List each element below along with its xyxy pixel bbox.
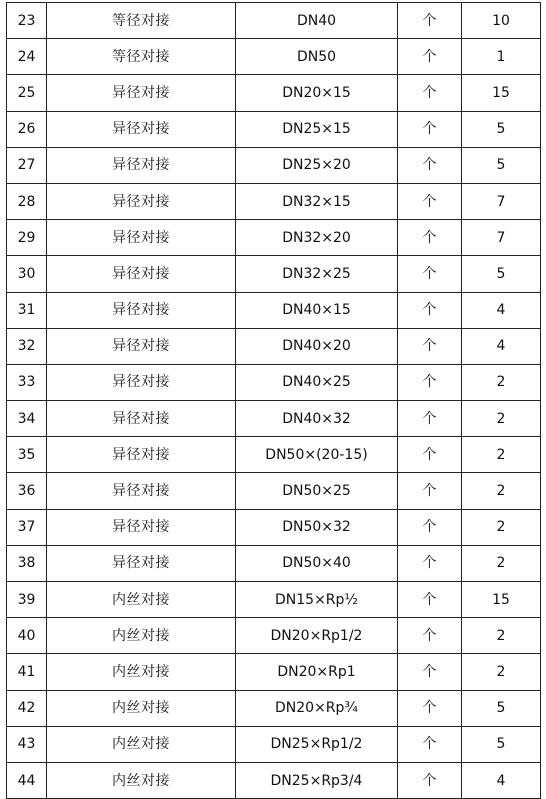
row-number-cell: 38: [7, 545, 47, 581]
unit-cell: 个: [398, 437, 462, 473]
table-row: [7, 147, 541, 183]
unit-cell: 个: [398, 618, 462, 654]
item-name-cell: 内丝对接: [47, 582, 236, 618]
table-row: [7, 111, 541, 147]
row-number-cell: 37: [7, 509, 47, 545]
materials-table-body: [7, 3, 541, 799]
unit-cell: 个: [398, 111, 462, 147]
item-name-cell: 异径对接: [47, 183, 236, 219]
quantity-cell: 2: [462, 364, 541, 400]
quantity-cell: 4: [462, 762, 541, 798]
quantity-cell: 5: [462, 726, 541, 762]
item-spec-cell: DN40×32: [236, 401, 398, 437]
unit-cell: 个: [398, 256, 462, 292]
row-number-cell: 25: [7, 75, 47, 111]
row-number-cell: 40: [7, 618, 47, 654]
item-spec-cell: DN50×25: [236, 473, 398, 509]
unit-cell: 个: [398, 3, 462, 39]
unit-cell: 个: [398, 762, 462, 798]
unit-cell: 个: [398, 39, 462, 75]
table-row: [7, 3, 541, 39]
item-name-cell: 内丝对接: [47, 654, 236, 690]
item-name-cell: 内丝对接: [47, 618, 236, 654]
item-name-cell: 异径对接: [47, 437, 236, 473]
row-number-cell: 27: [7, 147, 47, 183]
item-name-cell: 异径对接: [47, 111, 236, 147]
item-spec-cell: DN32×20: [236, 220, 398, 256]
row-number-cell: 23: [7, 3, 47, 39]
item-name-cell: 异径对接: [47, 328, 236, 364]
quantity-cell: 15: [462, 582, 541, 618]
unit-cell: 个: [398, 328, 462, 364]
quantity-cell: 2: [462, 654, 541, 690]
quantity-cell: 7: [462, 220, 541, 256]
row-number-cell: 41: [7, 654, 47, 690]
quantity-cell: 5: [462, 256, 541, 292]
item-name-cell: 内丝对接: [47, 726, 236, 762]
unit-cell: 个: [398, 75, 462, 111]
quantity-cell: 5: [462, 111, 541, 147]
quantity-cell: 2: [462, 401, 541, 437]
table-row: [7, 654, 541, 690]
table-row: [7, 292, 541, 328]
table-row: [7, 437, 541, 473]
item-spec-cell: DN50×40: [236, 545, 398, 581]
table-row: [7, 328, 541, 364]
item-name-cell: 异径对接: [47, 292, 236, 328]
quantity-cell: 15: [462, 75, 541, 111]
quantity-cell: 4: [462, 292, 541, 328]
row-number-cell: 28: [7, 183, 47, 219]
row-number-cell: 42: [7, 690, 47, 726]
item-spec-cell: DN50: [236, 39, 398, 75]
item-spec-cell: DN25×Rp1/2: [236, 726, 398, 762]
unit-cell: 个: [398, 545, 462, 581]
item-spec-cell: DN40×20: [236, 328, 398, 364]
quantity-cell: 1: [462, 39, 541, 75]
item-name-cell: 等径对接: [47, 3, 236, 39]
quantity-cell: 7: [462, 183, 541, 219]
item-spec-cell: DN20×15: [236, 75, 398, 111]
row-number-cell: 24: [7, 39, 47, 75]
item-spec-cell: DN20×Rp1: [236, 654, 398, 690]
quantity-cell: 4: [462, 328, 541, 364]
table-row: [7, 401, 541, 437]
item-name-cell: 异径对接: [47, 364, 236, 400]
row-number-cell: 44: [7, 762, 47, 798]
unit-cell: 个: [398, 147, 462, 183]
item-name-cell: 异径对接: [47, 509, 236, 545]
quantity-cell: 2: [462, 509, 541, 545]
unit-cell: 个: [398, 582, 462, 618]
item-name-cell: 内丝对接: [47, 762, 236, 798]
table-row: [7, 545, 541, 581]
item-spec-cell: DN32×25: [236, 256, 398, 292]
item-name-cell: 异径对接: [47, 473, 236, 509]
row-number-cell: 32: [7, 328, 47, 364]
table-row: [7, 509, 541, 545]
item-spec-cell: DN40: [236, 3, 398, 39]
row-number-cell: 30: [7, 256, 47, 292]
unit-cell: 个: [398, 654, 462, 690]
item-name-cell: 等径对接: [47, 39, 236, 75]
row-number-cell: 35: [7, 437, 47, 473]
item-spec-cell: DN25×Rp3/4: [236, 762, 398, 798]
item-name-cell: 异径对接: [47, 220, 236, 256]
item-spec-cell: DN32×15: [236, 183, 398, 219]
item-name-cell: 异径对接: [47, 256, 236, 292]
item-name-cell: 内丝对接: [47, 690, 236, 726]
table-row: [7, 39, 541, 75]
unit-cell: 个: [398, 292, 462, 328]
unit-cell: 个: [398, 401, 462, 437]
quantity-cell: 2: [462, 618, 541, 654]
item-spec-cell: DN25×20: [236, 147, 398, 183]
table-row: [7, 726, 541, 762]
table-row: [7, 75, 541, 111]
row-number-cell: 43: [7, 726, 47, 762]
table-row: [7, 618, 541, 654]
document-sheet: [6, 2, 540, 799]
item-spec-cell: DN40×25: [236, 364, 398, 400]
row-number-cell: 34: [7, 401, 47, 437]
row-number-cell: 39: [7, 582, 47, 618]
row-number-cell: 29: [7, 220, 47, 256]
table-row: [7, 183, 541, 219]
table-row: [7, 473, 541, 509]
unit-cell: 个: [398, 220, 462, 256]
unit-cell: 个: [398, 509, 462, 545]
materials-table: [6, 2, 541, 799]
item-spec-cell: DN20×Rp1/2: [236, 618, 398, 654]
item-spec-cell: DN15×Rp½: [236, 582, 398, 618]
row-number-cell: 26: [7, 111, 47, 147]
item-name-cell: 异径对接: [47, 545, 236, 581]
item-spec-cell: DN50×(20-15): [236, 437, 398, 473]
table-row: [7, 364, 541, 400]
row-number-cell: 31: [7, 292, 47, 328]
table-row: [7, 762, 541, 798]
item-spec-cell: DN50×32: [236, 509, 398, 545]
item-name-cell: 异径对接: [47, 75, 236, 111]
quantity-cell: 2: [462, 545, 541, 581]
quantity-cell: 10: [462, 3, 541, 39]
item-name-cell: 异径对接: [47, 401, 236, 437]
item-spec-cell: DN25×15: [236, 111, 398, 147]
quantity-cell: 5: [462, 690, 541, 726]
table-row: [7, 582, 541, 618]
table-row: [7, 690, 541, 726]
table-row: [7, 220, 541, 256]
quantity-cell: 5: [462, 147, 541, 183]
unit-cell: 个: [398, 690, 462, 726]
unit-cell: 个: [398, 364, 462, 400]
item-spec-cell: DN20×Rp¾: [236, 690, 398, 726]
unit-cell: 个: [398, 726, 462, 762]
item-name-cell: 异径对接: [47, 147, 236, 183]
table-row: [7, 256, 541, 292]
item-spec-cell: DN40×15: [236, 292, 398, 328]
unit-cell: 个: [398, 473, 462, 509]
row-number-cell: 33: [7, 364, 47, 400]
quantity-cell: 2: [462, 437, 541, 473]
unit-cell: 个: [398, 183, 462, 219]
quantity-cell: 2: [462, 473, 541, 509]
row-number-cell: 36: [7, 473, 47, 509]
